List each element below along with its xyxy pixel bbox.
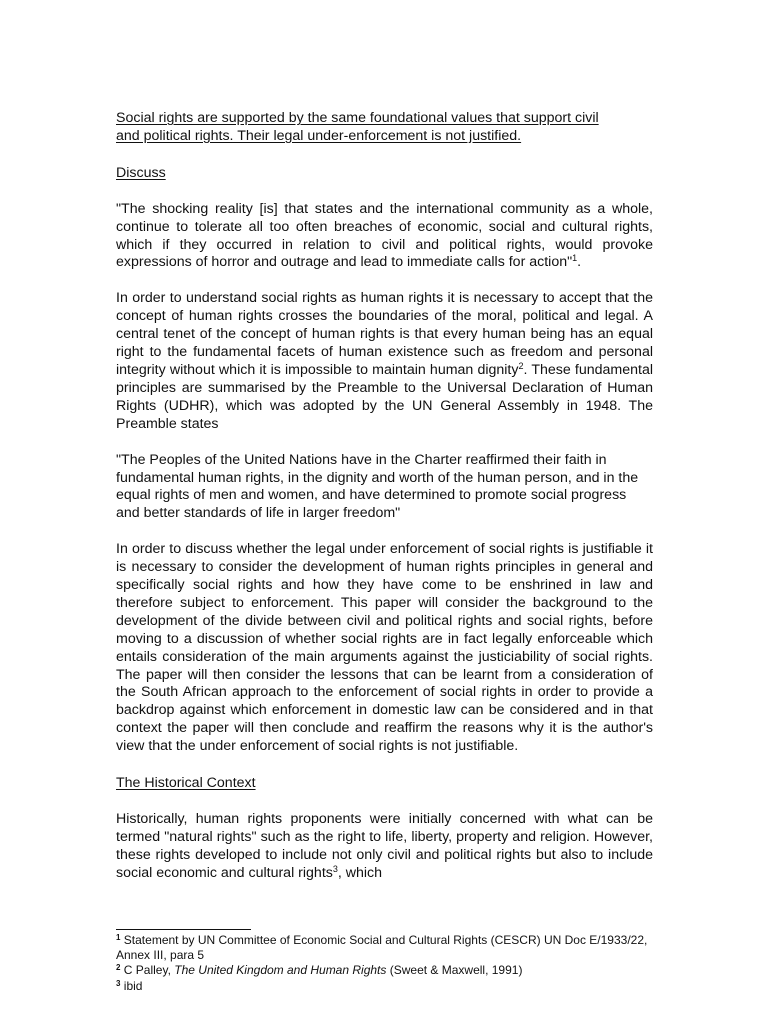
historical-context-heading: The Historical Context	[116, 775, 256, 792]
document-body	[116, 110, 653, 883]
footnote-3	[116, 979, 656, 994]
footnote-2-number: 2	[116, 963, 121, 973]
footnotes	[116, 929, 656, 994]
essay-title-line-1: Social rights are supported by the same foundational values that support civil	[116, 110, 599, 126]
paragraph-1-text-a: In order to understand social rights as human rights it is necessary to accept that the concept of human rights crosses the boundaries of the moral, political and legal. A central tenet of the concept of human rights is that every human being has an equal right to the fundamental facets of human existence such as freedom and personal integrity without which it is impossible to maintain human dignity	[116, 290, 653, 378]
footnote-3-number: 3	[116, 978, 121, 988]
footnote-2-text-a: C Palley,	[123, 963, 175, 978]
paragraph-historical	[116, 811, 653, 883]
footnote-3-text: ibid	[123, 978, 143, 993]
opening-quote-text: "The shocking reality [is] that states and the international community as a whole, continue to tolerate all too often breaches of economic, social and cultural rights, which if they occurred in relation to civil and political rights, would provoke expressions of horror and outrage and lead to immediate calls for action"	[116, 200, 653, 271]
preamble-quote: "The Peoples of the United Nations have in the Charter reaffirmed their faith in fundamental human rights, in the dignity and worth of the human person, and in the equal rights of men and women, and have determined to promote social progress and better standards of life in larger freedom"	[116, 451, 639, 522]
essay-title	[116, 110, 653, 146]
footnote-1-number: 1	[116, 933, 121, 942]
footnote-ref-3: 3	[332, 863, 338, 874]
paragraph-paper-outline: In order to discuss whether the legal under enforcement of social rights is justifiable it is necessary to consider the development of human rights principles in general and specifically social rights and how they have come to be enshrined in law and therefore subject to enforcement. This paper will consider the background to the development of the divide between civil and political rights and social rights, before moving to a discussion of whether social rights are in fact legally enforceable which entails consideration of the main arguments against the justiciability of social rights. The paper will then consider the lessons that can be learnt from a consideration of the South African approach to the enforcement of social rights in order to provide a backdrop against which enforcement in domestic law can be considered and in that context the paper will then conclude and reaffirm the reasons why it is the author's view that the under enforcement of social rights is not justifiable.	[116, 541, 653, 755]
footnote-separator	[116, 929, 251, 930]
opening-quote	[116, 201, 653, 273]
footnote-2-book-title: The United Kingdom and Human Rights	[174, 963, 387, 978]
paragraph-3-text-a: Historically, human rights proponents were initially concerned with what can be termed "natural rights" such as the right to life, liberty, property and religion. However, these rights developed to include not only civil and political rights but also to include social economic and cultural rights	[116, 811, 653, 881]
footnote-2	[116, 963, 656, 978]
paragraph-3-text-b: , which	[337, 864, 383, 881]
paragraph-1-text-b: . These fundamental principles are summarised by the Preamble to the Universal Declaration of Human Rights (UDHR), which was adopted by the UN General Assembly in 1948. The Preamble states	[116, 361, 653, 432]
footnote-1-text: Statement by UN Committee of Economic Social and Cultural Rights (CESCR) UN Doc E/1933/22, Annex III, para 5	[116, 933, 648, 963]
opening-quote-end: .	[577, 254, 582, 271]
footnote-ref-2: 2	[518, 360, 524, 371]
discuss-heading: Discuss	[116, 164, 166, 181]
footnote-2-text-b: (Sweet & Maxwell, 1991)	[386, 963, 523, 978]
footnote-1	[116, 933, 656, 963]
essay-title-line-2: and political rights. Their legal under-enforcement is not justified.	[116, 127, 522, 144]
footnote-ref-1: 1	[572, 253, 578, 264]
paragraph-human-rights-concept	[116, 290, 653, 433]
